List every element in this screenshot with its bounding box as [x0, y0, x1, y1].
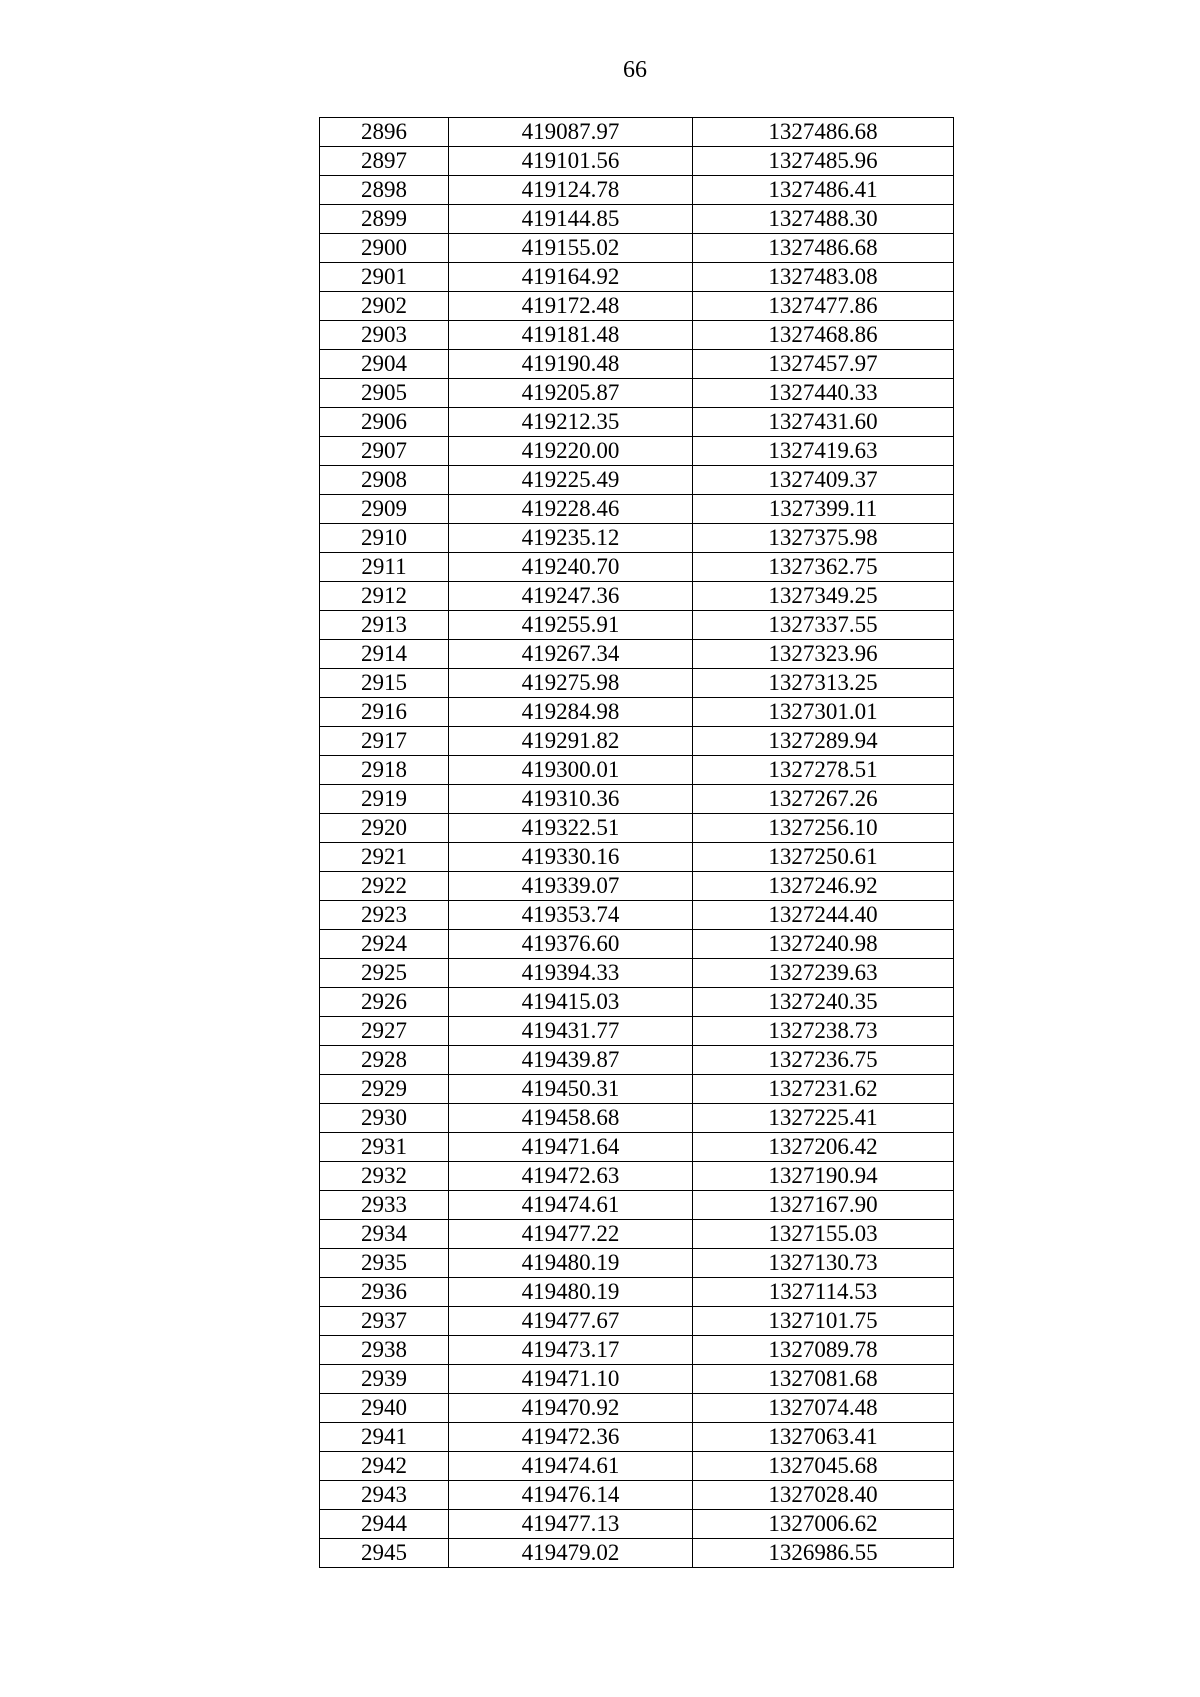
point-number-cell: 2905	[320, 379, 449, 408]
y-coordinate-cell: 1327486.68	[693, 234, 954, 263]
point-number-cell: 2911	[320, 553, 449, 582]
y-coordinate-cell: 1327431.60	[693, 408, 954, 437]
coordinates-table	[319, 117, 954, 1568]
table-row	[320, 930, 954, 959]
table-row	[320, 1394, 954, 1423]
x-coordinate-cell: 419474.61	[449, 1191, 693, 1220]
x-coordinate-cell: 419480.19	[449, 1278, 693, 1307]
y-coordinate-cell: 1327362.75	[693, 553, 954, 582]
point-number-cell: 2906	[320, 408, 449, 437]
point-number-cell: 2909	[320, 495, 449, 524]
coordinates-table-body	[320, 118, 954, 1568]
y-coordinate-cell: 1327486.68	[693, 118, 954, 147]
point-number-cell: 2932	[320, 1162, 449, 1191]
table-row	[320, 988, 954, 1017]
y-coordinate-cell: 1327256.10	[693, 814, 954, 843]
y-coordinate-cell: 1327301.01	[693, 698, 954, 727]
x-coordinate-cell: 419284.98	[449, 698, 693, 727]
y-coordinate-cell: 1326986.55	[693, 1539, 954, 1568]
y-coordinate-cell: 1327206.42	[693, 1133, 954, 1162]
table-row	[320, 1075, 954, 1104]
x-coordinate-cell: 419240.70	[449, 553, 693, 582]
point-number-cell: 2910	[320, 524, 449, 553]
x-coordinate-cell: 419275.98	[449, 669, 693, 698]
point-number-cell: 2921	[320, 843, 449, 872]
point-number-cell: 2919	[320, 785, 449, 814]
point-number-cell: 2901	[320, 263, 449, 292]
table-row	[320, 553, 954, 582]
table-row	[320, 727, 954, 756]
y-coordinate-cell: 1327349.25	[693, 582, 954, 611]
table-row	[320, 1539, 954, 1568]
point-number-cell: 2913	[320, 611, 449, 640]
x-coordinate-cell: 419431.77	[449, 1017, 693, 1046]
y-coordinate-cell: 1327313.25	[693, 669, 954, 698]
table-row	[320, 408, 954, 437]
x-coordinate-cell: 419471.64	[449, 1133, 693, 1162]
y-coordinate-cell: 1327155.03	[693, 1220, 954, 1249]
y-coordinate-cell: 1327486.41	[693, 176, 954, 205]
page-number: 66	[623, 57, 647, 83]
x-coordinate-cell: 419472.36	[449, 1423, 693, 1452]
y-coordinate-cell: 1327457.97	[693, 350, 954, 379]
x-coordinate-cell: 419155.02	[449, 234, 693, 263]
x-coordinate-cell: 419205.87	[449, 379, 693, 408]
x-coordinate-cell: 419220.00	[449, 437, 693, 466]
table-row	[320, 292, 954, 321]
y-coordinate-cell: 1327289.94	[693, 727, 954, 756]
point-number-cell: 2902	[320, 292, 449, 321]
table-row	[320, 350, 954, 379]
table-row	[320, 437, 954, 466]
x-coordinate-cell: 419101.56	[449, 147, 693, 176]
point-number-cell: 2924	[320, 930, 449, 959]
point-number-cell: 2918	[320, 756, 449, 785]
point-number-cell: 2926	[320, 988, 449, 1017]
table-row	[320, 1191, 954, 1220]
y-coordinate-cell: 1327409.37	[693, 466, 954, 495]
x-coordinate-cell: 419164.92	[449, 263, 693, 292]
x-coordinate-cell: 419124.78	[449, 176, 693, 205]
x-coordinate-cell: 419477.13	[449, 1510, 693, 1539]
table-row	[320, 1278, 954, 1307]
table-row	[320, 205, 954, 234]
x-coordinate-cell: 419458.68	[449, 1104, 693, 1133]
x-coordinate-cell: 419439.87	[449, 1046, 693, 1075]
table-row	[320, 611, 954, 640]
x-coordinate-cell: 419255.91	[449, 611, 693, 640]
table-row	[320, 1104, 954, 1133]
table-row	[320, 669, 954, 698]
table-row	[320, 147, 954, 176]
y-coordinate-cell: 1327130.73	[693, 1249, 954, 1278]
table-row	[320, 698, 954, 727]
x-coordinate-cell: 419235.12	[449, 524, 693, 553]
table-row	[320, 1046, 954, 1075]
x-coordinate-cell: 419477.22	[449, 1220, 693, 1249]
x-coordinate-cell: 419190.48	[449, 350, 693, 379]
x-coordinate-cell: 419394.33	[449, 959, 693, 988]
x-coordinate-cell: 419353.74	[449, 901, 693, 930]
y-coordinate-cell: 1327167.90	[693, 1191, 954, 1220]
x-coordinate-cell: 419476.14	[449, 1481, 693, 1510]
table-row	[320, 843, 954, 872]
y-coordinate-cell: 1327440.33	[693, 379, 954, 408]
table-row	[320, 466, 954, 495]
point-number-cell: 2907	[320, 437, 449, 466]
table-row	[320, 959, 954, 988]
point-number-cell: 2944	[320, 1510, 449, 1539]
x-coordinate-cell: 419470.92	[449, 1394, 693, 1423]
y-coordinate-cell: 1327477.86	[693, 292, 954, 321]
point-number-cell: 2899	[320, 205, 449, 234]
point-number-cell: 2931	[320, 1133, 449, 1162]
table-row	[320, 379, 954, 408]
point-number-cell: 2930	[320, 1104, 449, 1133]
table-row	[320, 1510, 954, 1539]
table-row	[320, 1336, 954, 1365]
table-row	[320, 901, 954, 930]
point-number-cell: 2904	[320, 350, 449, 379]
point-number-cell: 2903	[320, 321, 449, 350]
point-number-cell: 2917	[320, 727, 449, 756]
table-row	[320, 263, 954, 292]
table-row	[320, 640, 954, 669]
table-row	[320, 582, 954, 611]
point-number-cell: 2929	[320, 1075, 449, 1104]
point-number-cell: 2914	[320, 640, 449, 669]
y-coordinate-cell: 1327114.53	[693, 1278, 954, 1307]
y-coordinate-cell: 1327278.51	[693, 756, 954, 785]
y-coordinate-cell: 1327244.40	[693, 901, 954, 930]
point-number-cell: 2938	[320, 1336, 449, 1365]
point-number-cell: 2908	[320, 466, 449, 495]
x-coordinate-cell: 419291.82	[449, 727, 693, 756]
table-row	[320, 321, 954, 350]
table-row	[320, 1423, 954, 1452]
y-coordinate-cell: 1327246.92	[693, 872, 954, 901]
table-row	[320, 1365, 954, 1394]
point-number-cell: 2920	[320, 814, 449, 843]
table-row	[320, 176, 954, 205]
x-coordinate-cell: 419450.31	[449, 1075, 693, 1104]
point-number-cell: 2923	[320, 901, 449, 930]
x-coordinate-cell: 419472.63	[449, 1162, 693, 1191]
y-coordinate-cell: 1327190.94	[693, 1162, 954, 1191]
point-number-cell: 2942	[320, 1452, 449, 1481]
y-coordinate-cell: 1327399.11	[693, 495, 954, 524]
y-coordinate-cell: 1327267.26	[693, 785, 954, 814]
x-coordinate-cell: 419330.16	[449, 843, 693, 872]
x-coordinate-cell: 419415.03	[449, 988, 693, 1017]
y-coordinate-cell: 1327375.98	[693, 524, 954, 553]
y-coordinate-cell: 1327236.75	[693, 1046, 954, 1075]
point-number-cell: 2898	[320, 176, 449, 205]
x-coordinate-cell: 419267.34	[449, 640, 693, 669]
point-number-cell: 2915	[320, 669, 449, 698]
y-coordinate-cell: 1327240.98	[693, 930, 954, 959]
point-number-cell: 2940	[320, 1394, 449, 1423]
point-number-cell: 2916	[320, 698, 449, 727]
x-coordinate-cell: 419339.07	[449, 872, 693, 901]
table-row	[320, 1452, 954, 1481]
x-coordinate-cell: 419477.67	[449, 1307, 693, 1336]
table-row	[320, 524, 954, 553]
y-coordinate-cell: 1327419.63	[693, 437, 954, 466]
table-row	[320, 234, 954, 263]
point-number-cell: 2945	[320, 1539, 449, 1568]
y-coordinate-cell: 1327006.62	[693, 1510, 954, 1539]
table-row	[320, 756, 954, 785]
x-coordinate-cell: 419300.01	[449, 756, 693, 785]
y-coordinate-cell: 1327045.68	[693, 1452, 954, 1481]
table-row	[320, 1162, 954, 1191]
y-coordinate-cell: 1327225.41	[693, 1104, 954, 1133]
x-coordinate-cell: 419172.48	[449, 292, 693, 321]
point-number-cell: 2928	[320, 1046, 449, 1075]
point-number-cell: 2939	[320, 1365, 449, 1394]
x-coordinate-cell: 419228.46	[449, 495, 693, 524]
y-coordinate-cell: 1327337.55	[693, 611, 954, 640]
point-number-cell: 2933	[320, 1191, 449, 1220]
y-coordinate-cell: 1327074.48	[693, 1394, 954, 1423]
point-number-cell: 2897	[320, 147, 449, 176]
x-coordinate-cell: 419473.17	[449, 1336, 693, 1365]
table-row	[320, 1481, 954, 1510]
y-coordinate-cell: 1327231.62	[693, 1075, 954, 1104]
x-coordinate-cell: 419181.48	[449, 321, 693, 350]
x-coordinate-cell: 419310.36	[449, 785, 693, 814]
x-coordinate-cell: 419087.97	[449, 118, 693, 147]
y-coordinate-cell: 1327323.96	[693, 640, 954, 669]
table-row	[320, 1017, 954, 1046]
point-number-cell: 2896	[320, 118, 449, 147]
x-coordinate-cell: 419144.85	[449, 205, 693, 234]
x-coordinate-cell: 419225.49	[449, 466, 693, 495]
y-coordinate-cell: 1327485.96	[693, 147, 954, 176]
y-coordinate-cell: 1327468.86	[693, 321, 954, 350]
y-coordinate-cell: 1327028.40	[693, 1481, 954, 1510]
table-row	[320, 814, 954, 843]
x-coordinate-cell: 419212.35	[449, 408, 693, 437]
table-row	[320, 785, 954, 814]
y-coordinate-cell: 1327239.63	[693, 959, 954, 988]
table-row	[320, 495, 954, 524]
x-coordinate-cell: 419480.19	[449, 1249, 693, 1278]
point-number-cell: 2927	[320, 1017, 449, 1046]
table-row	[320, 1307, 954, 1336]
x-coordinate-cell: 419376.60	[449, 930, 693, 959]
table-row	[320, 872, 954, 901]
point-number-cell: 2941	[320, 1423, 449, 1452]
point-number-cell: 2935	[320, 1249, 449, 1278]
point-number-cell: 2937	[320, 1307, 449, 1336]
point-number-cell: 2912	[320, 582, 449, 611]
table-row	[320, 118, 954, 147]
x-coordinate-cell: 419479.02	[449, 1539, 693, 1568]
point-number-cell: 2925	[320, 959, 449, 988]
x-coordinate-cell: 419322.51	[449, 814, 693, 843]
table-row	[320, 1133, 954, 1162]
x-coordinate-cell: 419474.61	[449, 1452, 693, 1481]
point-number-cell: 2943	[320, 1481, 449, 1510]
x-coordinate-cell: 419247.36	[449, 582, 693, 611]
point-number-cell: 2934	[320, 1220, 449, 1249]
y-coordinate-cell: 1327250.61	[693, 843, 954, 872]
table-row	[320, 1220, 954, 1249]
y-coordinate-cell: 1327089.78	[693, 1336, 954, 1365]
y-coordinate-cell: 1327488.30	[693, 205, 954, 234]
point-number-cell: 2900	[320, 234, 449, 263]
x-coordinate-cell: 419471.10	[449, 1365, 693, 1394]
y-coordinate-cell: 1327063.41	[693, 1423, 954, 1452]
y-coordinate-cell: 1327240.35	[693, 988, 954, 1017]
y-coordinate-cell: 1327081.68	[693, 1365, 954, 1394]
point-number-cell: 2922	[320, 872, 449, 901]
y-coordinate-cell: 1327483.08	[693, 263, 954, 292]
table-row	[320, 1249, 954, 1278]
y-coordinate-cell: 1327238.73	[693, 1017, 954, 1046]
point-number-cell: 2936	[320, 1278, 449, 1307]
y-coordinate-cell: 1327101.75	[693, 1307, 954, 1336]
